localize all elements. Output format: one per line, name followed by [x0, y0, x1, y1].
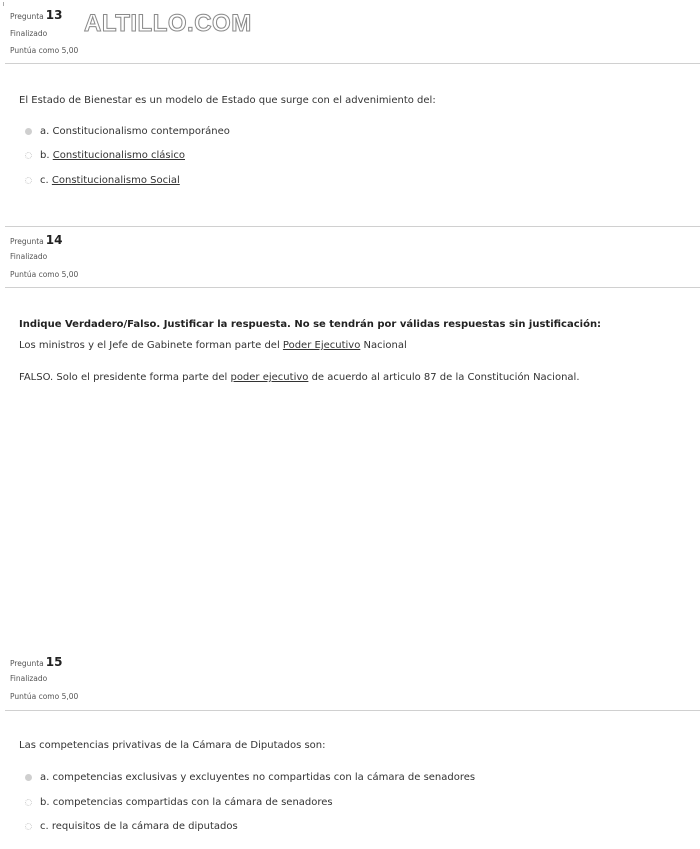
question-label: Pregunta: [10, 12, 44, 21]
question-14-header: [10, 233, 79, 279]
radio-icon[interactable]: [25, 177, 32, 184]
option-prefix: c.: [40, 821, 49, 832]
watermark-logo: ALTILLO.COM: [84, 10, 252, 37]
question-score: Puntúa como 5,00: [10, 692, 79, 701]
radio-selected-icon[interactable]: [25, 128, 32, 135]
question-instruction: Indique Verdadero/Falso. Justificar la respuesta. No se tendrán por válidas respuestas sin justificación:: [19, 319, 602, 330]
corner-tick: [3, 2, 4, 6]
question-13-header: [10, 8, 79, 55]
statement-text: Los ministros y el Jefe de Gabinete forman parte del: [19, 340, 280, 351]
option-text: competencias compartidas con la cámara de senadores: [52, 797, 333, 808]
answer-option[interactable]: [25, 772, 475, 783]
answer-option[interactable]: [25, 175, 180, 186]
option-text: requisitos de la cámara de diputados: [51, 821, 238, 832]
question-text: Las competencias privativas de la Cámara de Diputados son:: [19, 740, 326, 751]
question-text: El Estado de Bienestar es un modelo de Estado que surge con el advenimiento del:: [19, 95, 436, 106]
answer-segment: FALSO. Solo el presidente forma parte del: [19, 372, 228, 383]
answer-segment: de acuerdo al articulo 87 de la Constitución Nacional.: [311, 372, 580, 383]
question-number: 14: [45, 233, 63, 247]
option-prefix: c.: [40, 175, 49, 186]
answer-text: [19, 372, 580, 383]
question-state: Finalizado: [10, 29, 48, 38]
statement-link[interactable]: Poder Ejecutivo: [282, 340, 361, 351]
statement-text: Nacional: [363, 340, 407, 351]
radio-selected-icon[interactable]: [25, 774, 32, 781]
option-prefix: b.: [40, 797, 50, 808]
option-prefix: b.: [40, 150, 50, 161]
radio-icon[interactable]: [25, 823, 32, 830]
radio-icon[interactable]: [25, 152, 32, 159]
answer-option[interactable]: [25, 150, 185, 161]
option-text: Constitucionalismo Social: [51, 175, 180, 186]
answer-link[interactable]: poder ejecutivo: [230, 372, 309, 383]
radio-icon[interactable]: [25, 799, 32, 806]
question-number: 15: [45, 655, 63, 669]
option-prefix: a.: [40, 772, 50, 783]
question-number: 13: [45, 8, 63, 22]
question-statement: [19, 340, 407, 351]
question-score: Puntúa como 5,00: [10, 46, 79, 55]
option-prefix: a.: [40, 126, 50, 137]
question-label: Pregunta: [10, 237, 44, 246]
question-state: Finalizado: [10, 674, 48, 683]
answer-option[interactable]: [25, 821, 238, 832]
option-text: Constitucionalismo contemporáneo: [52, 126, 230, 137]
divider: [5, 710, 700, 711]
answer-option[interactable]: [25, 797, 333, 808]
question-label: Pregunta: [10, 659, 44, 668]
option-text: Constitucionalismo clásico: [52, 150, 185, 161]
divider: [5, 287, 700, 288]
option-text: competencias exclusivas y excluyentes no compartidas con la cámara de senadores: [52, 772, 476, 783]
divider: [5, 63, 700, 64]
divider: [5, 226, 700, 227]
answer-option[interactable]: [25, 126, 230, 137]
question-state: Finalizado: [10, 252, 48, 261]
question-score: Puntúa como 5,00: [10, 270, 79, 279]
question-15-header: [10, 655, 79, 701]
